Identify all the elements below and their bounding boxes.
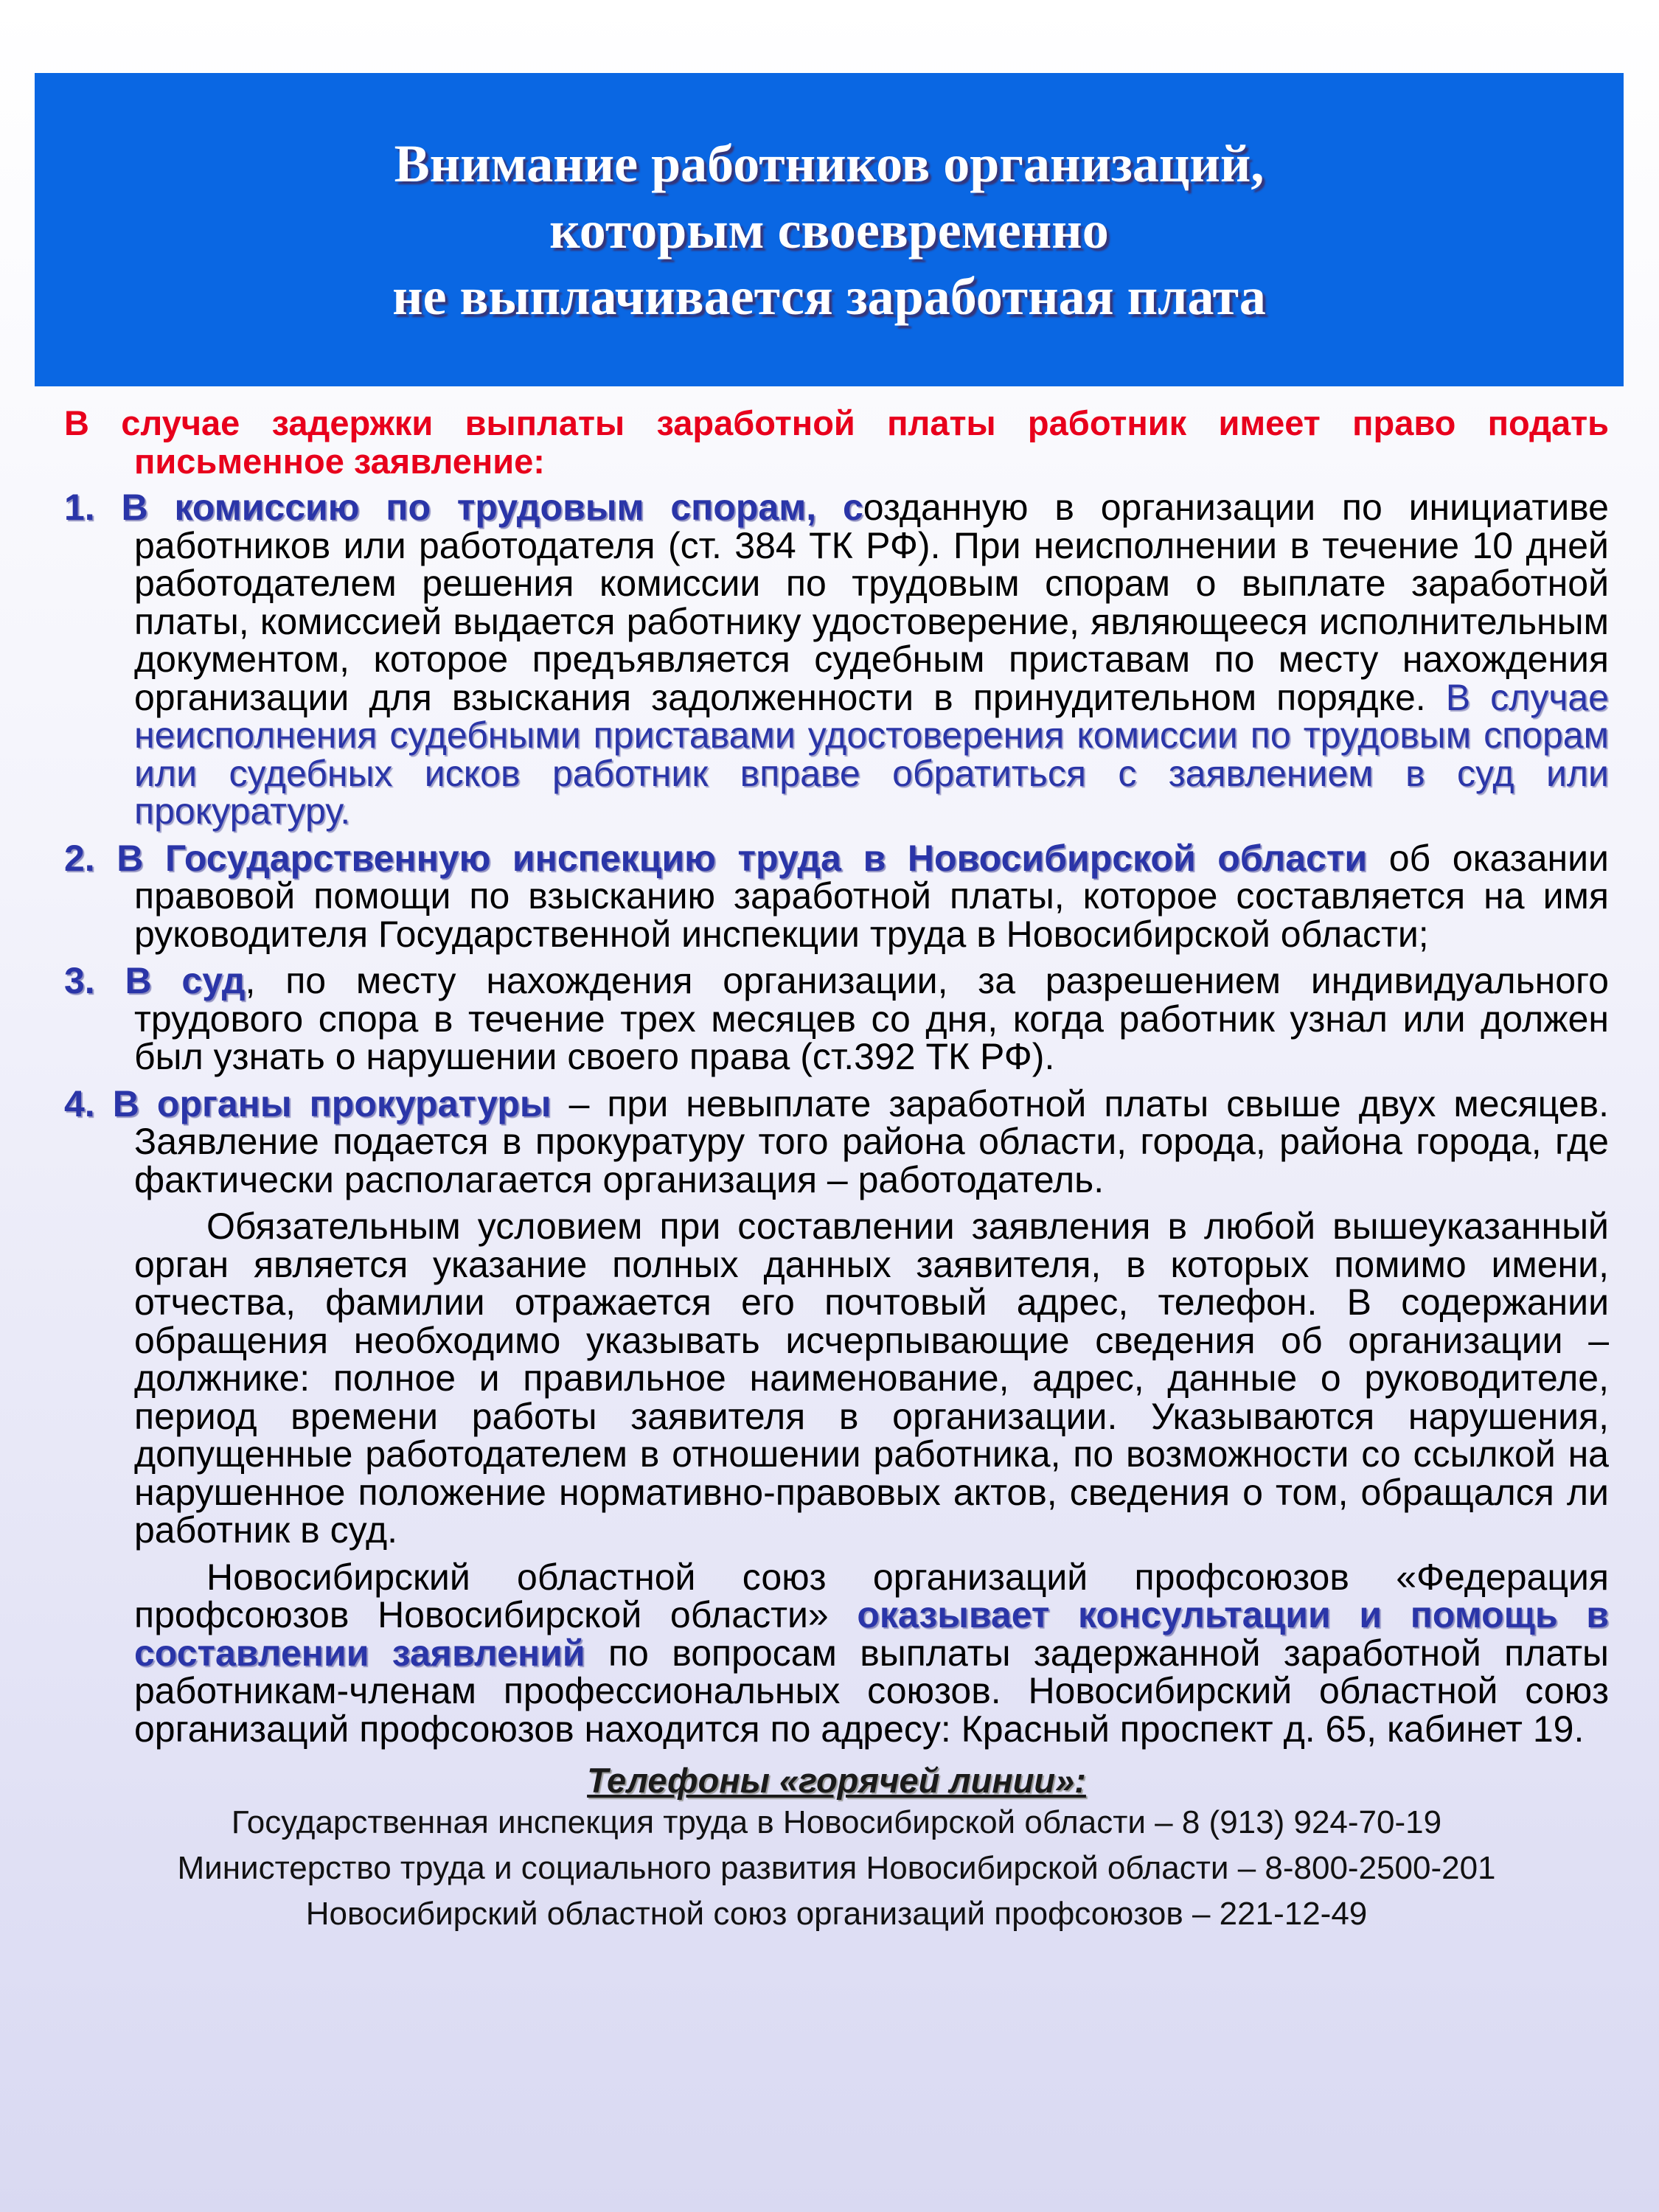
- item-2-text: об оказании правовой помощи по взысканию заработной платы, которое составляется на имя руководителя Государственной инспекции труда в Новосибирской области;: [134, 837, 1609, 955]
- title-banner: [35, 73, 1624, 386]
- union-text-2: по вопросам выплаты задержанной заработной платы работникам-членам профессиональных союзов. Новосибирский областной союз организаций профсоюзов находится по адресу: Красный проспект д. 65, кабинет 19.: [134, 1632, 1609, 1750]
- item-2-heading: 2. В Государственную инспекцию труда в Новосибирской области: [64, 837, 1368, 879]
- union-highlight: оказывает консультации и помощь в составлении заявлений: [134, 1594, 1609, 1674]
- title-line-1: Внимание работников организаций,: [394, 133, 1265, 193]
- requirement-paragraph: [64, 1208, 1609, 1550]
- item-4: [64, 1082, 1609, 1200]
- item-1-highlight: В случае неисполнения судебными приставами удостоверения комиссии по трудовым спорам или судебных исков работник вправе обратиться с заявлением в суд или прокуратуру.: [134, 676, 1609, 832]
- main-content: [64, 404, 1609, 1937]
- hotline-title: Телефоны «горячей линии»:: [587, 1761, 1086, 1800]
- title-line-2: которым своевременно: [549, 200, 1109, 260]
- item-3-text: , по месту нахождения организации, за разрешением индивидуального трудового спора в течение трех месяцев со дня, когда работник узнал или должен был узнать о нарушении своего права (ст.392 ТК РФ).: [134, 960, 1609, 1077]
- title-line-3: не выплачивается заработная плата: [392, 266, 1266, 326]
- item-1: [64, 489, 1609, 831]
- item-3: [64, 962, 1609, 1077]
- hotline-phone-ministry: Министерство труда и социального развития Новосибирской области – 8-800-2500-201: [177, 1850, 1496, 1886]
- intro-text: В случае задержки выплаты заработной платы работник имеет право подать письменное заявление:: [64, 403, 1609, 481]
- requirement-text: Обязательным условием при составлении заявления в любой вышеуказанный орган является указание полных данных заявителя, в которых помимо имени, отчества, фамилии отражается его почтовый адрес, телефон. В содержании обращения необходимо указывать исчерпывающие сведения об организации – должнике: полное и правильное наименование, адрес, данные о руководителе, период времени работы заявителя в организации. Указываются нарушения, допущенные работодателем в отношении работника, по возможности со ссылкой на нарушенное положение нормативно-правовых актов, сведения о том, обращался ли работник в суд.: [134, 1206, 1609, 1551]
- item-2: [64, 837, 1609, 955]
- hotline-phone-union: Новосибирский областной союз организаций профсоюзов – 221-12-49: [305, 1896, 1368, 1932]
- item-4-text: – при невыплате заработной платы свыше двух месяцев. Заявление подается в прокуратуру того района области, города, района города, где фактически располагается организация – работодатель.: [134, 1082, 1609, 1200]
- item-4-heading: 4. В органы прокуратуры: [64, 1082, 552, 1124]
- hotline-phone-labour-inspection: Государственная инспекция труда в Новосибирской области – 8 (913) 924-70-19: [231, 1804, 1442, 1840]
- union-text-1: Новосибирский областной союз организаций профсоюзов «Федерация профсоюзов Новосибирской области»: [134, 1556, 1609, 1635]
- union-paragraph: [64, 1556, 1609, 1750]
- item-3-heading: 3. В суд: [64, 960, 246, 1001]
- item-1-heading: 1. В комиссию по трудовым спорам, с: [64, 487, 863, 528]
- item-1-text: озданную в организации по инициативе работников или работодателя (ст. 384 ТК РФ). При неисполнении в течение 10 дней работодателем решения комиссии по трудовым спорам о выплате заработной платы, комиссией выдается работнику удостоверение, являющееся исполнительным документом, которое предъявляется судебным приставам по месту нахождения организации для взыскания задолженности в принудительном порядке.: [134, 487, 1609, 718]
